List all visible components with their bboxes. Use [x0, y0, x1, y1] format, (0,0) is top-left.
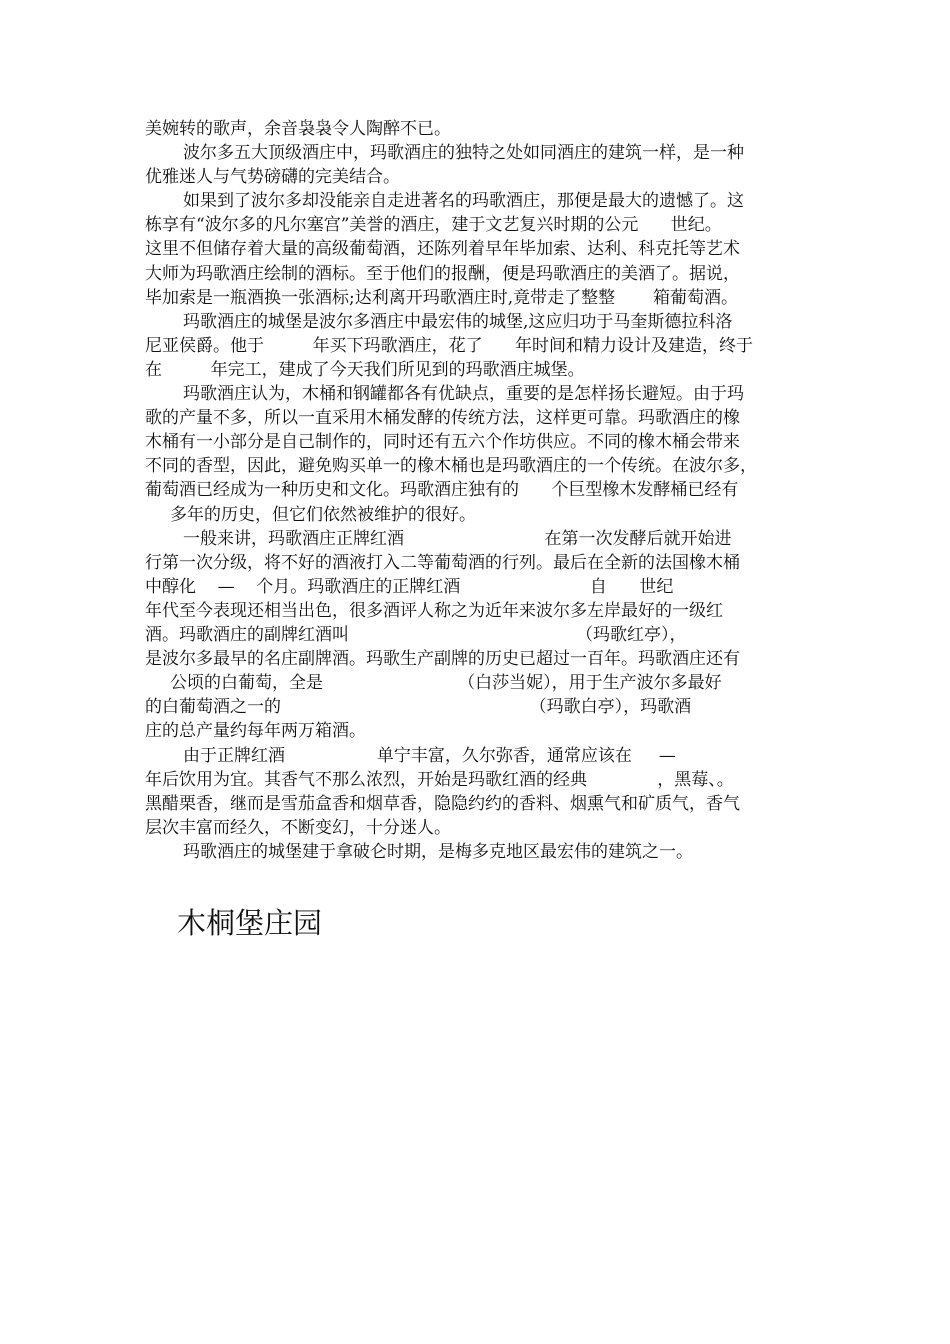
text-line: 年后饮用为宜。其香气不那么浓烈，开始是玛歌红酒的经典 ，黑莓、。 — [145, 770, 734, 790]
text-line: 一般来讲，玛歌酒庄正牌红酒 在第一次发酵后就开始进 — [183, 529, 732, 549]
text-line: 玛歌酒庄认为，木桶和钢罐都各有优缺点，重要的是怎样扬长避短。由于玛 — [183, 384, 744, 404]
text-line: 玛歌酒庄的城堡是波尔多酒庄中最宏伟的城堡,这应归功于马奎斯德拉科洛 — [183, 312, 733, 332]
text-line: 由于正牌红酒 单宁丰富，久尔弥香，通常应该在 — — [183, 746, 676, 766]
text-line: 庄的总产量约每年两万箱酒。 — [145, 721, 366, 741]
text-line: 酒。玛歌酒庄的副牌红酒叫 （玛歌红亭）， — [145, 625, 687, 645]
text-line: 黑醋栗香，继而是雪茄盒香和烟草香，隐隐约约的香料、烟熏气和矿质气，香气 — [145, 794, 740, 814]
text-line: 葡萄酒已经成为一种历史和文化。玛歌酒庄独有的 个巨型橡木发酵桶已经有 — [145, 480, 739, 500]
text-line: 多年的历史，但它们依然被维护的很好。 — [170, 505, 476, 525]
text-line: 的白葡萄酒之一的 （玛歌白亭），玛歌酒 — [145, 697, 692, 717]
text-line: 木桶有一小部分是自己制作的，同时还有五六个作坊供应。不同的橡木桶会带来 — [145, 432, 740, 452]
section-heading: 木桐堡庄园 — [177, 906, 323, 940]
text-line: 歌的产量不多，所以一直采用木桶发酵的传统方法，这样更可靠。玛歌酒庄的橡 — [145, 408, 740, 428]
text-line: 优雅迷人与气势磅礴的完美结合。 — [145, 167, 400, 187]
text-line: 中醇化 — 个月。玛歌酒庄的正牌红酒 自 世纪 — [145, 577, 674, 597]
text-line: 栋享有“波尔多的凡尔塞宫”美誉的酒庄，建于文艺复兴时期的公元 世纪。 — [145, 215, 722, 235]
text-line: 行第一次分级，将不好的酒液打入二等葡萄酒的行列。最后在全新的法国橡木桶 — [145, 553, 740, 573]
text-line: 在 年完工，建成了今天我们所见到的玛歌酒庄城堡。 — [145, 360, 585, 380]
text-line: 玛歌酒庄的城堡建于拿破仑时期，是梅多克地区最宏伟的建筑之一。 — [183, 842, 693, 862]
text-line: 这里不但储存着大量的高级葡萄酒，还陈列着早年毕加索、达利、科克托等艺术 — [145, 239, 740, 259]
text-line: 年代至今表现还相当出色，很多酒评人称之为近年来波尔多左岸最好的一级红 — [145, 601, 723, 621]
text-line: 不同的香型，因此，避免购买单一的橡木桶也是玛歌酒庄的一个传统。在波尔多， — [145, 456, 757, 476]
text-line: 尼亚侯爵。他于 年买下玛歌酒庄，花了 年时间和精力设计及建造，终于 — [145, 336, 754, 356]
text-line: 美婉转的歌声，余音袅袅令人陶醉不已。 — [145, 119, 451, 139]
text-line: 如果到了波尔多却没能亲自走进著名的玛歌酒庄，那便是最大的遗憾了。这 — [183, 191, 744, 211]
text-line: 大师为玛歌酒庄绘制的酒标。至于他们的报酬，便是玛歌酒庄的美酒了。据说， — [145, 264, 740, 284]
text-line: 层次丰富而经久，不断变幻，十分迷人。 — [145, 818, 451, 838]
text-line: 是波尔多最早的名庄副牌酒。玛歌生产副牌的历史已超过一百年。玛歌酒庄还有 — [145, 649, 740, 669]
text-line: 毕加索是一瓶酒换一张酒标;达利离开玛歌酒庄时,竟带走了整整 箱葡萄酒。 — [145, 288, 738, 308]
text-line: 波尔多五大顶级酒庄中，玛歌酒庄的独特之处如同酒庄的建筑一样，是一种 — [183, 143, 744, 163]
text-line: 公顷的白葡萄，全是 （白莎当妮），用于生产波尔多最好 — [170, 673, 722, 693]
